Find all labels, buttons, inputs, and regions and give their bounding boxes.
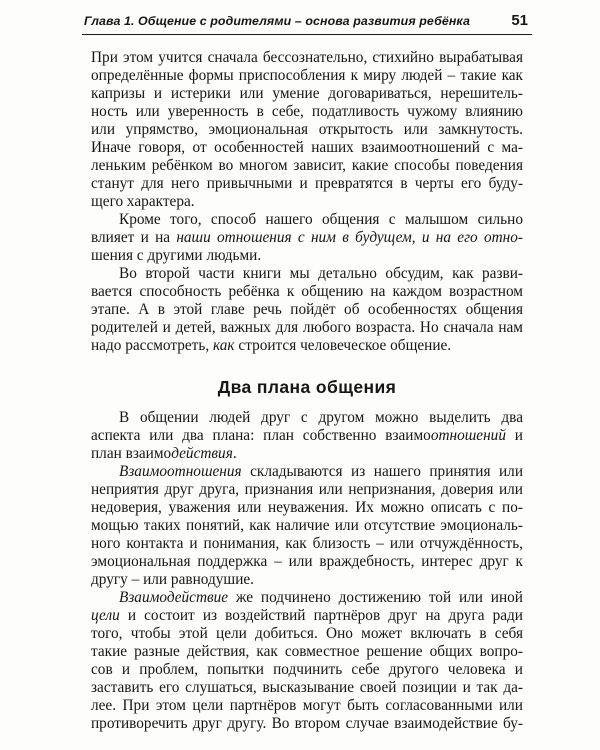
text-line: другу – или равнодушие. xyxy=(91,571,254,588)
text-line: ного контакта и понимания, как близость – или отчуждённость, xyxy=(91,535,523,552)
paragraph xyxy=(91,49,523,211)
text-line xyxy=(91,589,523,607)
text-run: и xyxy=(505,427,523,444)
text-line: щего характера. xyxy=(91,193,195,210)
text-line: лее. При этом цели партнёров могут быть согласованными или xyxy=(91,697,523,714)
text-line: неприятия друг друга, признания или непризнания, доверия или xyxy=(91,481,523,498)
emphasis-text: как xyxy=(213,337,235,354)
page-body xyxy=(91,49,523,733)
text-line: сов и проблем, попытки подчинить себе другого человека и xyxy=(91,661,523,678)
emphasis-text: отношений xyxy=(430,427,506,444)
text-run: надо рассмотреть, xyxy=(91,337,213,354)
text-run: . xyxy=(232,445,237,462)
text-run: строится человеческое общение. xyxy=(234,337,452,354)
text-line: определённые формы приспособления к миру людей – такие как xyxy=(91,67,523,84)
text-line xyxy=(91,337,523,355)
text-run: аспекта или два плана: план собственно взаимо xyxy=(91,427,431,444)
text-line: этапе. А в этой главе речь пойдёт об особенностях общения xyxy=(91,301,523,318)
text-line: При этом учится сначала бессознательно, стихийно вырабатывая xyxy=(91,49,523,66)
paragraph xyxy=(91,589,523,733)
paragraph xyxy=(91,211,523,265)
text-line: недоверия, уважения или неуважения. Их можно описать с по- xyxy=(91,499,523,516)
paragraph xyxy=(91,409,523,463)
paragraph xyxy=(91,265,523,355)
text-line xyxy=(91,445,523,463)
text-line: станут для него привычными и превратятся в черты его буду- xyxy=(91,175,523,192)
text-line: того, чтобы этой цели добиться. Оно может включать в себя xyxy=(91,625,523,642)
text-line: или упрямство, эмоциональная открытость или замкнутость. xyxy=(91,121,523,138)
emphasis-text: Взаимоотношения xyxy=(119,463,242,480)
emphasis-text: Взаимодействие xyxy=(119,589,229,606)
text-line: Во второй части книги мы детально обсудим, как разви- xyxy=(119,265,523,282)
page-number: 51 xyxy=(511,12,528,29)
text-line: Иначе говоря, от особенностей наших взаимоотношений с ма- xyxy=(91,139,523,156)
text-line: Кроме того, способ нашего общения с малышом сильно xyxy=(119,211,523,228)
text-line xyxy=(91,229,523,247)
emphasis-text: действия xyxy=(171,445,233,462)
section-heading: Два плана общения xyxy=(217,377,397,397)
emphasis-text: шения с другими людьми. xyxy=(91,247,262,264)
text-line: родителей и детей, важных для любого возраста. Но сначала нам xyxy=(91,319,523,336)
text-line xyxy=(91,463,523,481)
text-run: же подчинено достижению той или иной xyxy=(228,589,523,606)
text-line: В общении людей друг с другом можно выделить два xyxy=(119,409,523,426)
text-line: эмоциональная поддержка – или враждебность, интерес друг к xyxy=(91,553,523,570)
text-run: складываются из нашего принятия или xyxy=(241,463,523,480)
text-line xyxy=(91,427,523,445)
text-line: мощью таких понятий, как наличие или отсутствие эмоциональ- xyxy=(91,517,523,534)
text-line: леньким ребёнком во многом зависит, какие способы поведения xyxy=(91,157,523,174)
text-line: вается способность ребёнка к общению на каждом возрастном xyxy=(91,283,523,300)
text-line: капризы и истерики или умение договариваться, нерешитель- xyxy=(91,85,523,102)
text-line xyxy=(91,607,523,625)
text-line: ность или уверенность в себе, податливость чужому влиянию xyxy=(91,103,523,120)
text-line: такие разные действия, как совместное решение общих вопро- xyxy=(91,643,523,660)
emphasis-text: цели xyxy=(91,607,120,624)
text-run: влияет и на xyxy=(91,229,177,246)
paragraph xyxy=(91,463,523,589)
emphasis-text: наши отношения с ним в будущем, и на его отно- xyxy=(176,229,523,246)
chapter-running-title: Глава 1. Общение с родителями – основа развития ребёнка xyxy=(84,14,470,28)
running-header xyxy=(82,12,532,35)
text-run: и состоит из воздействий партнёров друг на друга ради xyxy=(119,607,523,624)
text-line: противоречить друг другу. Во втором случае взаимодействие бу- xyxy=(91,715,523,732)
text-line: заставить его слушаться, высказывание своей позиции и так да- xyxy=(91,679,523,696)
text-run: план взаимо xyxy=(91,445,172,462)
